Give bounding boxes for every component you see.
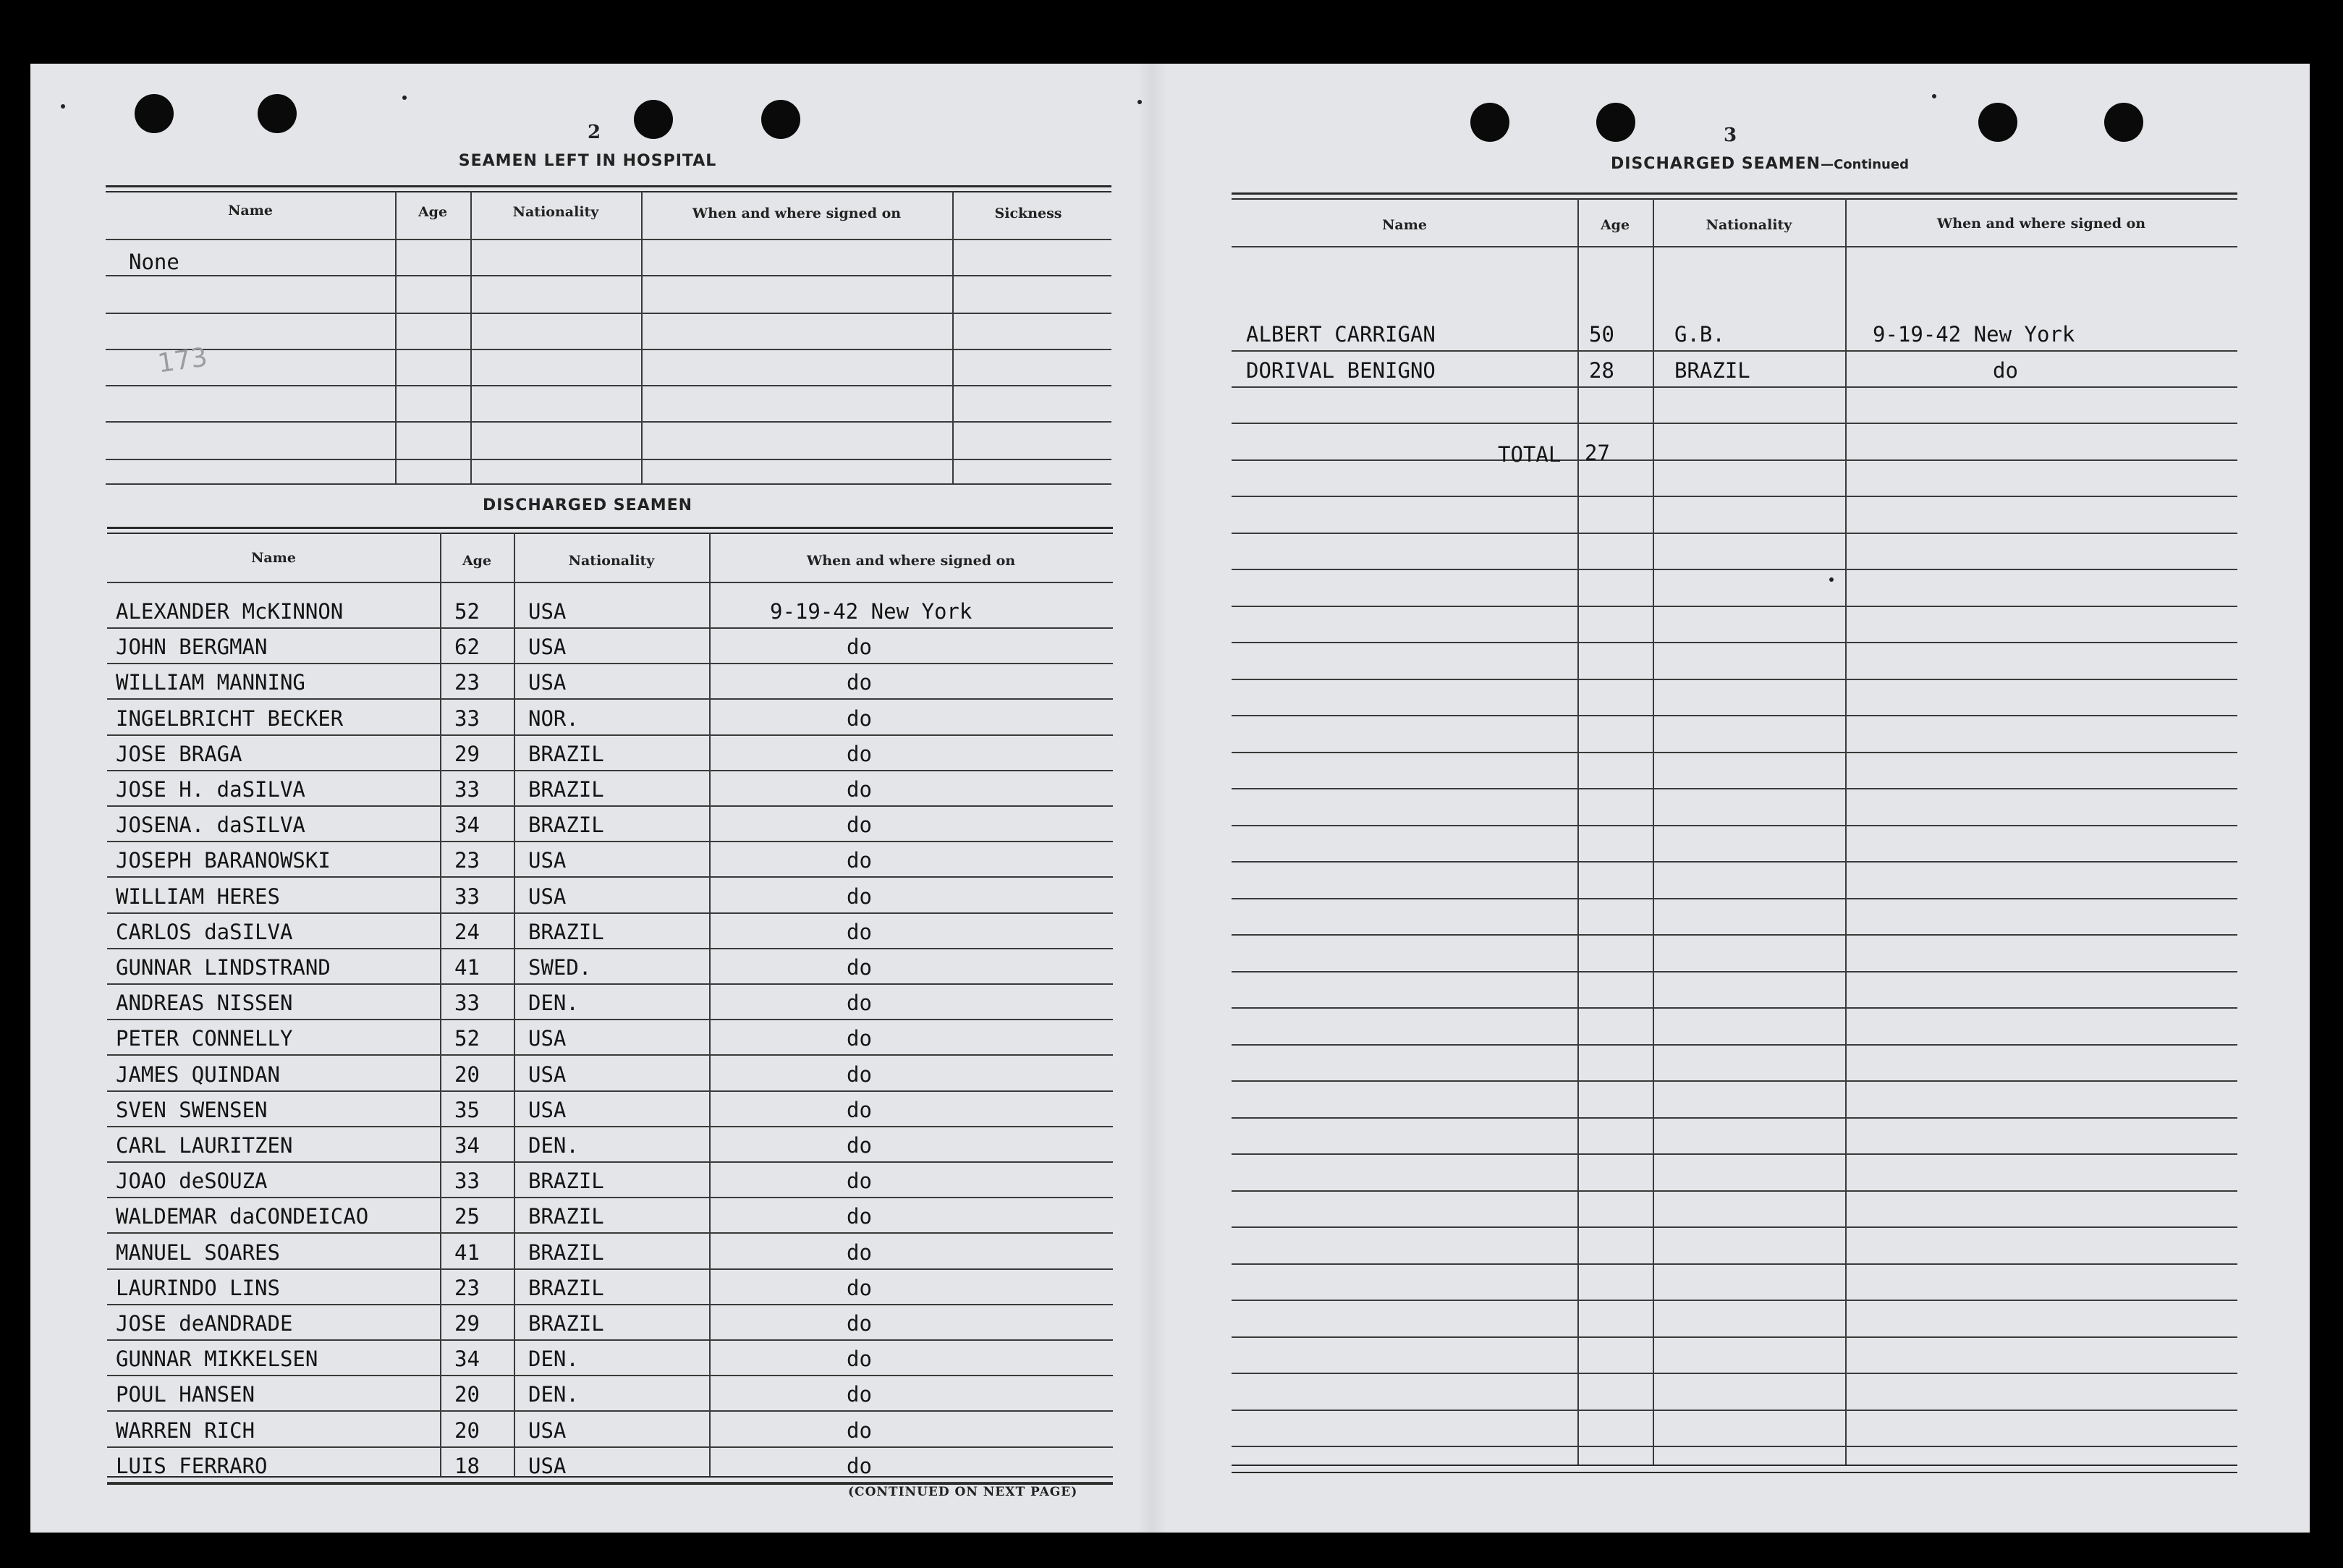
- page-number: 3: [1724, 124, 1737, 146]
- punch-hole: [1470, 103, 1509, 142]
- row-nationality: BRAZIL: [528, 741, 604, 766]
- section-title: DISCHARGED SEAMEN: [1611, 155, 1821, 173]
- row-nationality: USA: [528, 883, 567, 909]
- continued-suffix: —Continued: [1821, 157, 1909, 172]
- row-age: 50: [1589, 322, 1614, 347]
- blank-row-rule: [1232, 898, 2237, 899]
- row-age: 28: [1589, 358, 1614, 383]
- blank-row-rule: [1232, 679, 2237, 680]
- blank-row-rule: [1232, 1373, 2237, 1374]
- row-signed-on: do: [847, 777, 872, 802]
- row-age: 52: [454, 1026, 480, 1051]
- row-signed-on: do: [847, 1275, 872, 1300]
- row-nationality: BRAZIL: [528, 919, 604, 944]
- table-row-rule: [107, 1019, 1113, 1020]
- table-row-rule: [107, 983, 1113, 985]
- row-age: 52: [454, 599, 480, 624]
- discharged-table: [107, 527, 1113, 1533]
- row-signed-on: do: [847, 955, 872, 980]
- table-row-rule: [107, 627, 1113, 629]
- row-name: JOHN BERGMAN: [116, 635, 268, 660]
- row-signed-on: do: [847, 1417, 872, 1443]
- table-row-rule: [1232, 386, 2237, 388]
- punch-hole: [761, 100, 800, 139]
- column-header-signed-on: When and where signed on: [692, 205, 902, 221]
- row-name: WARREN RICH: [116, 1417, 255, 1443]
- total-value: 27: [1585, 441, 1610, 465]
- blank-row-rule: [1232, 1263, 2237, 1265]
- ink-speck: [1137, 100, 1142, 104]
- column-rule: [952, 191, 954, 485]
- row-nationality: BRAZIL: [528, 813, 604, 838]
- row-age: 20: [454, 1417, 480, 1443]
- row-rule: [106, 275, 1111, 276]
- column-rule: [395, 191, 397, 485]
- blank-row-rule: [1232, 1446, 2237, 1447]
- row-signed-on: do: [847, 1204, 872, 1229]
- row-signed-on: do: [847, 635, 872, 660]
- row-rule: [106, 349, 1111, 350]
- row-name: DORIVAL BENIGNO: [1246, 358, 1436, 383]
- punch-hole: [2104, 103, 2143, 142]
- row-nationality: NOR.: [528, 705, 579, 731]
- table-bottom-rule: [1232, 1472, 2237, 1473]
- row-signed-on: do: [847, 1133, 872, 1158]
- row-signed-on: do: [847, 813, 872, 838]
- row-signed-on: do: [847, 705, 872, 731]
- ink-speck: [1932, 94, 1936, 98]
- row-signed-on: do: [847, 1311, 872, 1336]
- table-row-rule: [107, 1197, 1113, 1198]
- table-row-rule: [107, 698, 1113, 700]
- row-age: 29: [454, 741, 480, 766]
- blank-row-rule: [1232, 752, 2237, 753]
- row-signed-on: do: [847, 1453, 872, 1478]
- row-signed-on: do: [847, 1382, 872, 1407]
- column-rule: [1653, 198, 1654, 1465]
- row-age: 20: [454, 1382, 480, 1407]
- blank-row-rule: [1232, 1190, 2237, 1192]
- column-rule: [641, 191, 643, 485]
- column-header-name: Name: [251, 550, 296, 566]
- row-name: JOSENA. daSILVA: [116, 813, 305, 838]
- column-header-name: Name: [1382, 217, 1427, 233]
- column-rule: [1577, 198, 1579, 1465]
- row-rule: [106, 385, 1111, 386]
- blank-row-rule: [1232, 1410, 2237, 1411]
- discharged-section-title: DISCHARGED SEAMEN: [482, 496, 693, 514]
- column-rule: [440, 533, 441, 1476]
- row-nationality: BRAZIL: [528, 1239, 604, 1265]
- header-rule: [107, 582, 1113, 583]
- row-nationality: BRAZIL: [1674, 358, 1750, 383]
- row-age: 34: [454, 1347, 480, 1372]
- row-name: LAURINDO LINS: [116, 1275, 280, 1300]
- row-name: MANUEL SOARES: [116, 1239, 280, 1265]
- row-name: CARL LAURITZEN: [116, 1133, 293, 1158]
- row-age: 20: [454, 1061, 480, 1087]
- row-age: 33: [454, 777, 480, 802]
- row-nationality: BRAZIL: [528, 1311, 604, 1336]
- header-rule: [1232, 246, 2237, 247]
- table-row-rule: [107, 1054, 1113, 1056]
- blank-row-rule: [1232, 1044, 2237, 1046]
- row-rule: [106, 313, 1111, 314]
- column-rule: [709, 533, 711, 1476]
- row-age: 33: [454, 1169, 480, 1194]
- table-top-rule: [1232, 192, 2237, 195]
- blank-row-rule: [1232, 788, 2237, 789]
- column-header-signed-on: When and where signed on: [1936, 216, 2146, 232]
- blank-row-rule: [1232, 569, 2237, 570]
- row-nationality: USA: [528, 1417, 567, 1443]
- column-header-name: Name: [228, 203, 273, 219]
- row-signed-on: do: [1993, 358, 2018, 383]
- ink-speck: [61, 104, 65, 109]
- blank-row-rule: [1232, 861, 2237, 863]
- row-name: WILLIAM HERES: [116, 883, 280, 909]
- row-name: ALBERT CARRIGAN: [1246, 322, 1436, 347]
- column-header-sickness: Sickness: [994, 205, 1062, 221]
- row-signed-on: do: [847, 919, 872, 944]
- punch-hole: [135, 94, 174, 133]
- row-name: GUNNAR MIKKELSEN: [116, 1347, 318, 1372]
- hospital-table: [106, 185, 1111, 544]
- row-nationality: USA: [528, 1453, 567, 1478]
- faint-mark: 173: [156, 342, 210, 379]
- row-name: INGELBRICHT BECKER: [116, 705, 344, 731]
- row-name: JOSE deANDRADE: [116, 1311, 293, 1336]
- table-row-rule: [107, 663, 1113, 664]
- row-signed-on: do: [847, 1097, 872, 1122]
- row-name: WILLIAM MANNING: [116, 670, 305, 695]
- column-header-age: Age: [418, 204, 448, 220]
- header-rule: [106, 239, 1111, 240]
- blank-row-rule: [1232, 642, 2237, 643]
- table-row-rule: [107, 1410, 1113, 1412]
- blank-row-rule: [1232, 1336, 2237, 1338]
- row-rule: [106, 459, 1111, 460]
- punch-hole: [1596, 103, 1635, 142]
- row-age: 25: [454, 1204, 480, 1229]
- punch-hole: [258, 94, 297, 133]
- row-name: POUL HANSEN: [116, 1382, 255, 1407]
- row-signed-on: do: [847, 1169, 872, 1194]
- row-signed-on: do: [847, 848, 872, 873]
- row-age: 23: [454, 1275, 480, 1300]
- table-row-rule: [107, 734, 1113, 736]
- row-nationality: USA: [528, 635, 567, 660]
- hospital-entry: None: [129, 250, 179, 274]
- column-rule: [470, 191, 472, 485]
- discharged-continued-title: [1557, 155, 1962, 173]
- table-row-rule: [107, 1304, 1113, 1305]
- row-nationality: BRAZIL: [528, 1275, 604, 1300]
- row-name: GUNNAR LINDSTRAND: [116, 955, 331, 980]
- blank-row-rule: [1232, 825, 2237, 826]
- table-top-rule: [106, 191, 1111, 192]
- row-nationality: BRAZIL: [528, 1204, 604, 1229]
- row-name: LUIS FERRARO: [116, 1453, 268, 1478]
- blank-row-rule: [1232, 1226, 2237, 1228]
- table-row-rule: [107, 1161, 1113, 1163]
- column-header-nationality: Nationality: [1706, 217, 1792, 233]
- crew-list-sheet: [30, 64, 2310, 1533]
- table-row-rule: [107, 805, 1113, 807]
- table-row-rule: [107, 876, 1113, 878]
- row-age: 23: [454, 848, 480, 873]
- row-name: JOAO deSOUZA: [116, 1169, 268, 1194]
- row-name: WALDEMAR daCONDEICAO: [116, 1204, 369, 1229]
- row-rule: [106, 421, 1111, 423]
- column-header-age: Age: [1600, 217, 1630, 233]
- row-nationality: DEN.: [528, 991, 579, 1016]
- table-row-rule: [107, 841, 1113, 842]
- table-top-rule: [107, 527, 1113, 529]
- column-header-age: Age: [462, 553, 492, 569]
- table-top-rule: [106, 185, 1111, 187]
- row-nationality: USA: [528, 848, 567, 873]
- blank-row-rule: [1232, 934, 2237, 936]
- row-age: 29: [454, 1311, 480, 1336]
- row-age: 33: [454, 883, 480, 909]
- continued-note: (CONTINUED ON NEXT PAGE): [848, 1485, 1078, 1499]
- row-signed-on: do: [847, 1239, 872, 1265]
- row-name: PETER CONNELLY: [116, 1026, 293, 1051]
- table-row-rule: [107, 1268, 1113, 1270]
- row-nationality: USA: [528, 670, 567, 695]
- total-label: TOTAL: [1498, 442, 1562, 467]
- column-header-nationality: Nationality: [568, 553, 655, 569]
- row-name: JOSE BRAGA: [116, 741, 242, 766]
- row-age: 23: [454, 670, 480, 695]
- blank-row-rule: [1232, 715, 2237, 716]
- table-row-rule: [107, 1446, 1113, 1448]
- row-age: 62: [454, 635, 480, 660]
- row-name: ANDREAS NISSEN: [116, 991, 293, 1016]
- row-signed-on: 9-19-42 New York: [770, 599, 973, 624]
- blank-row-rule: [1232, 1117, 2237, 1119]
- table-top-rule: [1232, 198, 2237, 200]
- table-row-rule: [107, 1126, 1113, 1127]
- row-nationality: BRAZIL: [528, 777, 604, 802]
- table-row-rule: [107, 1482, 1113, 1483]
- table-row-rule: [107, 912, 1113, 914]
- ink-speck: [402, 96, 407, 100]
- table-row-rule: [107, 948, 1113, 949]
- page-fold: [1137, 64, 1166, 1533]
- row-nationality: DEN.: [528, 1133, 579, 1158]
- table-row-rule: [107, 770, 1113, 771]
- column-header-nationality: Nationality: [512, 204, 599, 220]
- row-name: JOSEPH BARANOWSKI: [116, 848, 331, 873]
- row-nationality: DEN.: [528, 1347, 579, 1372]
- punch-hole: [634, 100, 673, 139]
- table-bottom-rule: [1232, 1465, 2237, 1466]
- row-nationality: BRAZIL: [528, 1169, 604, 1194]
- table-row-rule: [107, 1232, 1113, 1234]
- row-age: 33: [454, 705, 480, 731]
- page-number: 2: [588, 122, 601, 143]
- blank-row-rule: [1232, 971, 2237, 972]
- row-signed-on: do: [847, 741, 872, 766]
- row-nationality: USA: [528, 1026, 567, 1051]
- row-name: ALEXANDER McKINNON: [116, 599, 344, 624]
- blank-row-rule: [1232, 1007, 2237, 1009]
- blank-row-rule: [1232, 496, 2237, 497]
- row-nationality: SWED.: [528, 955, 592, 980]
- row-nationality: USA: [528, 1061, 567, 1087]
- blank-row-rule: [1232, 423, 2237, 424]
- row-age: 18: [454, 1453, 480, 1478]
- row-signed-on: 9-19-42 New York: [1873, 322, 2075, 347]
- row-name: JOSE H. daSILVA: [116, 777, 305, 802]
- table-top-rule: [107, 533, 1113, 534]
- blank-row-rule: [1232, 1153, 2237, 1155]
- punch-hole: [1978, 103, 2017, 142]
- row-age: 24: [454, 919, 480, 944]
- blank-row-rule: [1232, 459, 2237, 461]
- row-signed-on: do: [847, 1026, 872, 1051]
- row-signed-on: do: [847, 1061, 872, 1087]
- blank-row-rule: [1232, 533, 2237, 534]
- discharged-continued-table: [1232, 192, 2237, 1533]
- row-nationality: DEN.: [528, 1382, 579, 1407]
- column-rule: [1845, 198, 1847, 1465]
- row-age: 41: [454, 955, 480, 980]
- row-signed-on: do: [847, 883, 872, 909]
- row-signed-on: do: [847, 670, 872, 695]
- row-rule: [106, 483, 1111, 485]
- row-name: SVEN SWENSEN: [116, 1097, 268, 1122]
- table-row-rule: [107, 1375, 1113, 1376]
- row-nationality: USA: [528, 599, 567, 624]
- blank-row-rule: [1232, 1300, 2237, 1301]
- row-age: 35: [454, 1097, 480, 1122]
- row-name: JAMES QUINDAN: [116, 1061, 280, 1087]
- table-row-rule: [107, 1090, 1113, 1092]
- row-age: 34: [454, 1133, 480, 1158]
- column-header-signed-on: When and where signed on: [806, 553, 1016, 569]
- table-row-rule: [107, 1339, 1113, 1341]
- blank-row-rule: [1232, 1080, 2237, 1082]
- row-nationality: USA: [528, 1097, 567, 1122]
- table-row-rule: [1232, 350, 2237, 352]
- column-rule: [514, 533, 515, 1476]
- row-signed-on: do: [847, 1347, 872, 1372]
- row-age: 34: [454, 813, 480, 838]
- blank-row-rule: [1232, 606, 2237, 607]
- hospital-section-title: SEAMEN LEFT IN HOSPITAL: [458, 152, 717, 170]
- row-name: CARLOS daSILVA: [116, 919, 293, 944]
- row-nationality: G.B.: [1674, 322, 1725, 347]
- row-signed-on: do: [847, 991, 872, 1016]
- row-age: 33: [454, 991, 480, 1016]
- row-age: 41: [454, 1239, 480, 1265]
